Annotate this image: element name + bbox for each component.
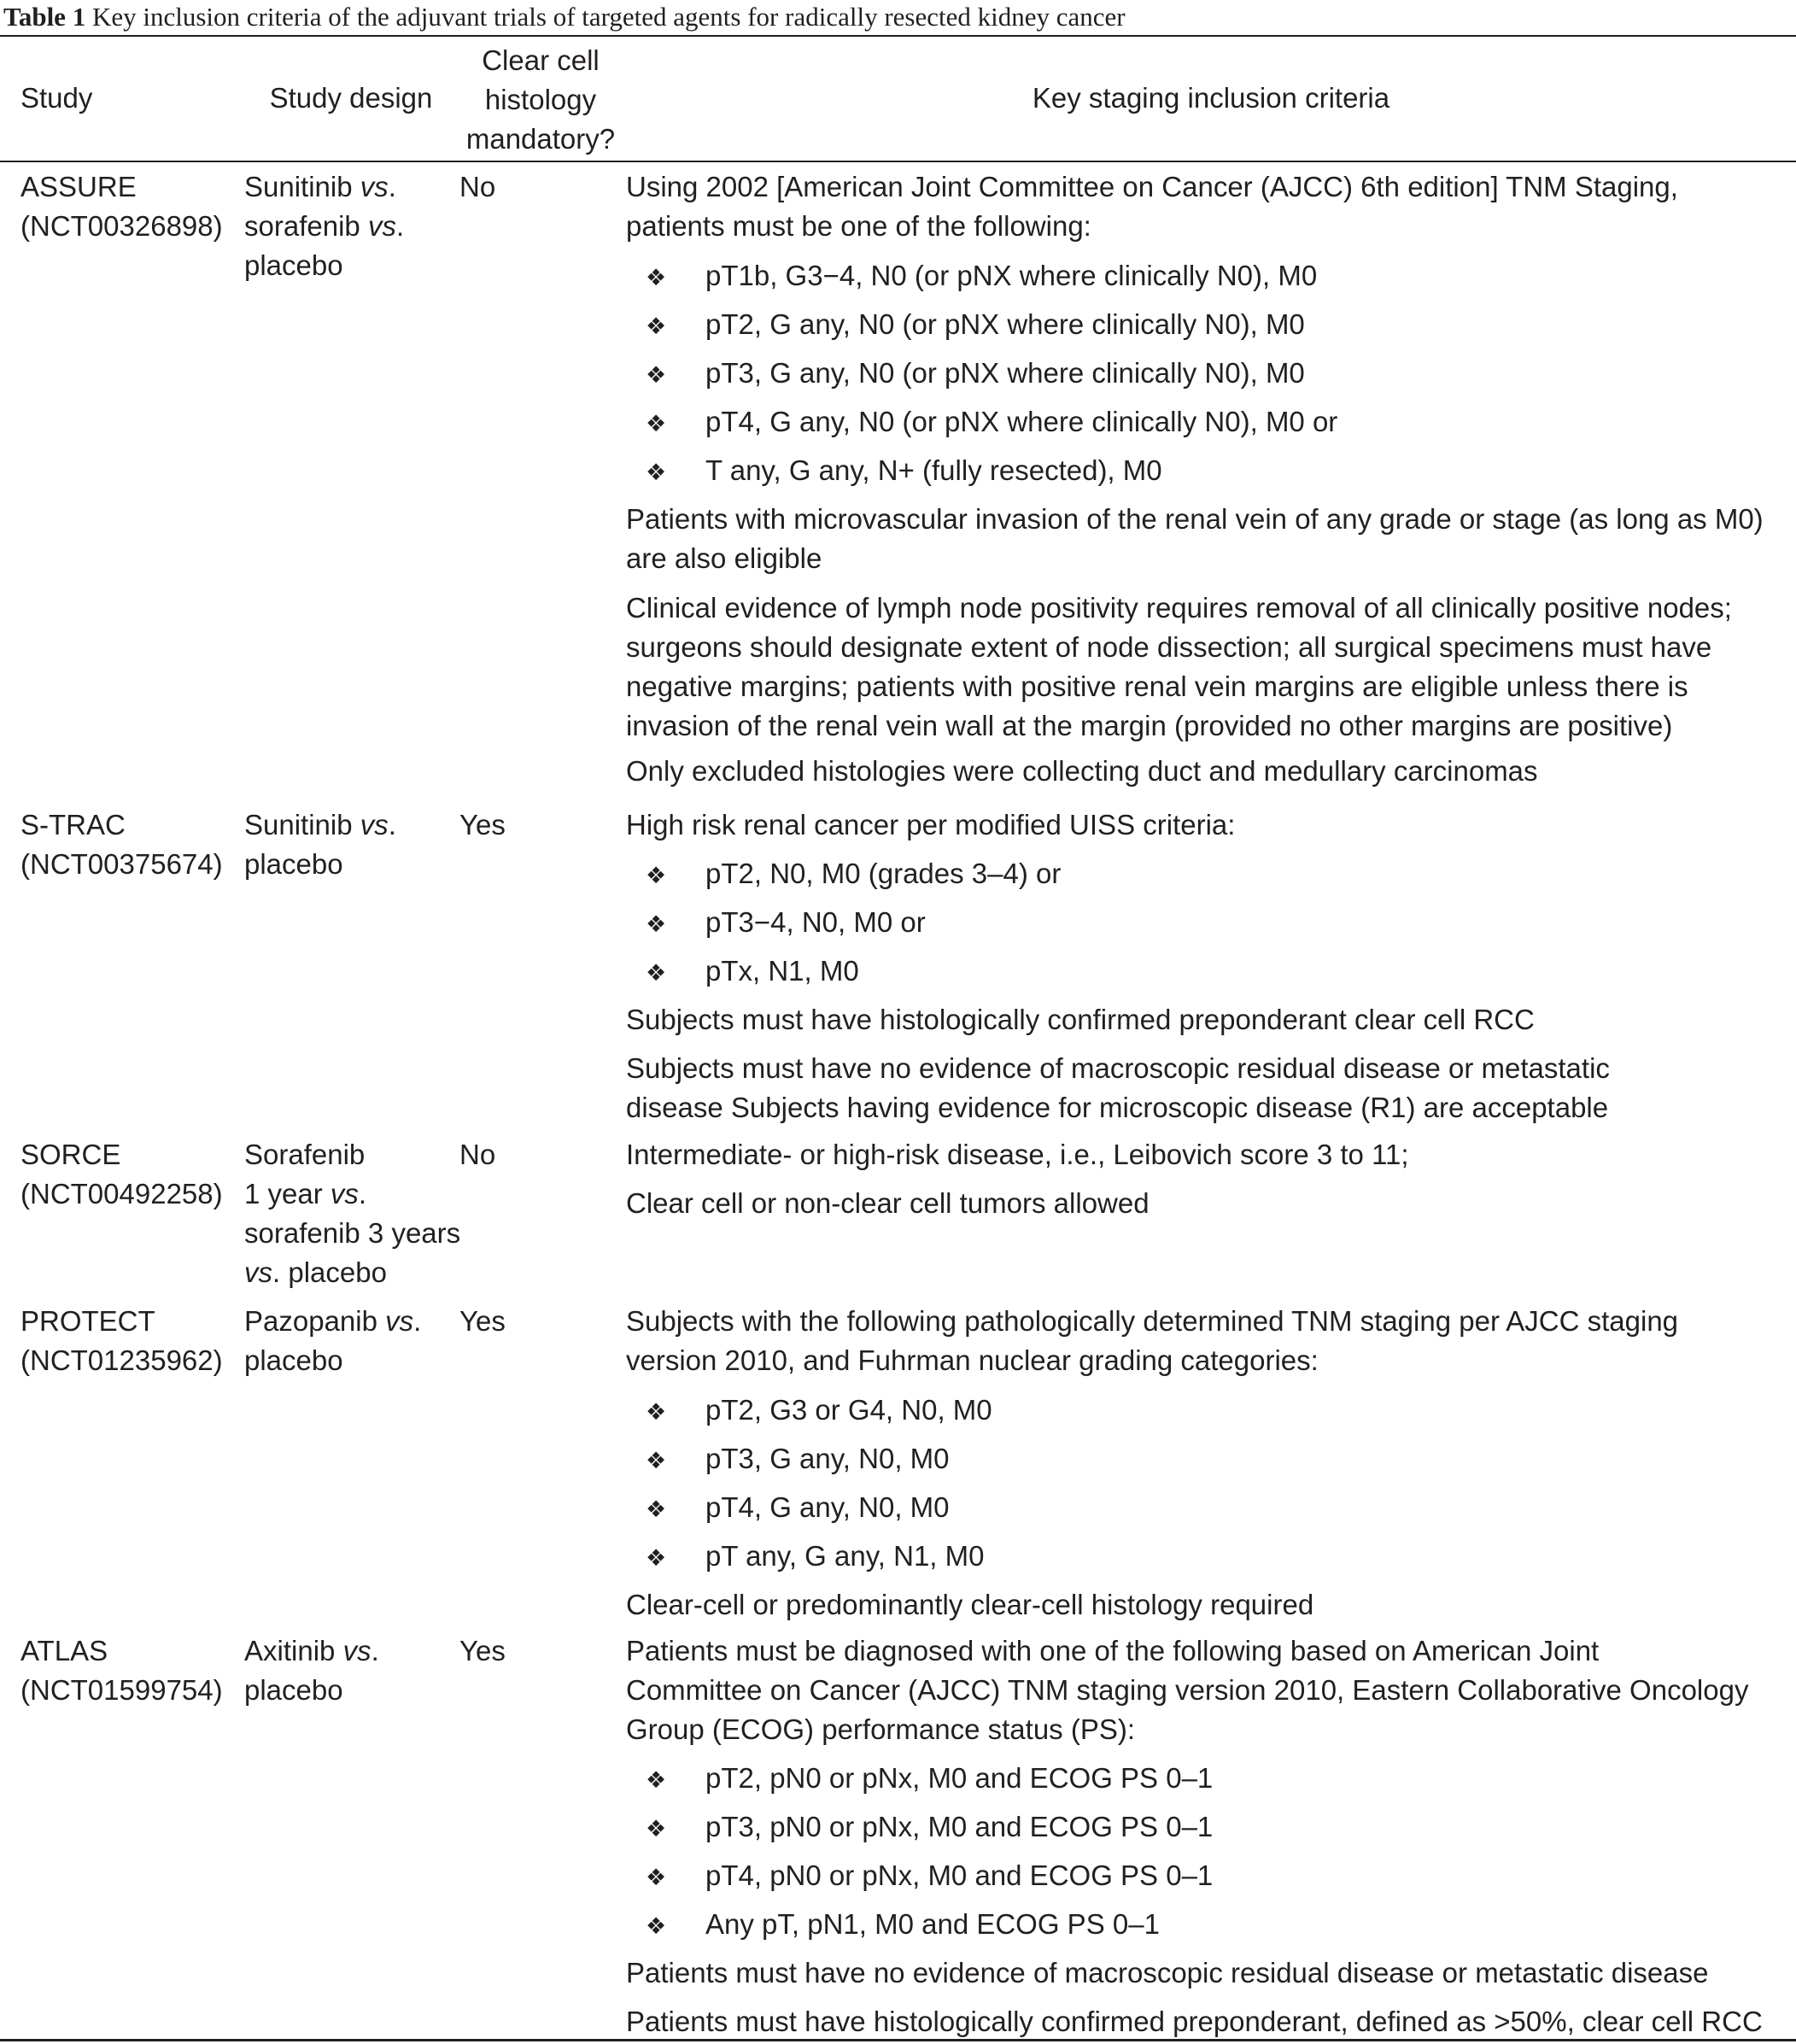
criteria-bullet-item <box>646 1856 1213 1898</box>
study-cell-line: ASSURE <box>20 171 137 202</box>
criteria-paragraph <box>626 1135 1409 1174</box>
criteria-paragraph <box>626 1184 1150 1223</box>
table-label: Table 1 <box>3 2 86 32</box>
criteria-line: Subjects with the following pathologically determined TNM staging per AJCC staging <box>626 1305 1679 1337</box>
bullet-diamond-icon: ❖ <box>646 1496 667 1523</box>
study-design-text: . <box>395 210 405 242</box>
bullet-diamond-icon: ❖ <box>646 1399 667 1426</box>
criteria-bullet-item <box>646 1759 1213 1801</box>
study-design-line <box>244 1174 458 1214</box>
versus-abbrev: vs <box>360 171 389 202</box>
criteria-bullet-text: pT4, G any, N0, M0 <box>705 1491 950 1523</box>
criteria-line: High risk renal cancer per modified UISS criteria: <box>626 809 1236 840</box>
criteria-bullet-item <box>646 451 1162 493</box>
clear-cell-mandatory-cell: No <box>459 171 496 202</box>
study-design-line <box>244 1631 458 1671</box>
criteria-line: Clear-cell or predominantly clear-cell histology required <box>626 1589 1314 1620</box>
versus-abbrev: vs <box>330 1178 359 1209</box>
criteria-line: Using 2002 [American Joint Committee on Cancer (AJCC) 6th edition] TNM Staging, <box>626 171 1678 202</box>
criteria-line: Patients with microvascular invasion of the renal vein of any grade or stage (as long as M0) <box>626 503 1764 535</box>
criteria-bullet-text: pT3, pN0 or pNx, M0 and ECOG PS 0–1 <box>705 1811 1214 1842</box>
criteria-bullet-item <box>646 256 1317 298</box>
criteria-bullet-text: T any, G any, N+ (fully resected), M0 <box>705 454 1162 486</box>
study-cell <box>20 1631 225 1710</box>
criteria-paragraph <box>626 1302 1678 1380</box>
versus-abbrev: vs <box>244 1256 272 1288</box>
criteria-bullet-item <box>646 354 1305 395</box>
criteria-bullet-item <box>646 1488 950 1530</box>
criteria-line: Committee on Cancer (AJCC) TNM staging version 2010, Eastern Collaborative Oncology <box>626 1674 1749 1706</box>
study-cell-line: S-TRAC <box>20 809 126 840</box>
criteria-bullet-text: pT4, G any, N0 (or pNX where clinically N0), M0 or <box>705 406 1338 437</box>
criteria-bullet-item <box>646 903 926 945</box>
study-design-text: placebo <box>244 848 343 880</box>
criteria-paragraph <box>626 1631 1748 1749</box>
criteria-line: invasion of the renal vein wall at the margin (provided no other margins are positive) <box>626 710 1673 741</box>
study-design-line <box>244 1341 458 1380</box>
study-cell-line: (NCT00375674) <box>20 848 223 880</box>
criteria-bullet-text: pT4, pN0 or pNx, M0 and ECOG PS 0–1 <box>705 1860 1214 1891</box>
criteria-bullet-text: pT2, pN0 or pNx, M0 and ECOG PS 0–1 <box>705 1762 1214 1794</box>
clear-cell-mandatory-cell: Yes <box>459 1305 506 1337</box>
criteria-bullet-text: pT any, G any, N1, M0 <box>705 1540 985 1572</box>
study-design-line <box>244 246 458 285</box>
criteria-paragraph <box>626 805 1235 845</box>
study-cell-line: ATLAS <box>20 1635 108 1666</box>
study-design-text: sorafenib 3 years <box>244 1217 461 1249</box>
criteria-paragraph <box>626 1000 1535 1040</box>
criteria-bullet-text: pT2, G any, N0 (or pNX where clinically N0), M0 <box>705 308 1305 340</box>
study-cell-line: (NCT01235962) <box>20 1344 223 1376</box>
criteria-line: disease Subjects having evidence for microscopic disease (R1) are acceptable <box>626 1092 1609 1123</box>
study-design-text: Pazopanib <box>244 1305 386 1337</box>
study-design-line <box>244 1135 458 1174</box>
header-clear-cell-line: histology <box>484 84 597 115</box>
criteria-line: patients must be one of the following: <box>626 210 1091 242</box>
criteria-bullet-item <box>646 854 1061 896</box>
table-top-rule <box>0 35 1796 37</box>
study-design-text: Sunitinib <box>244 171 360 202</box>
criteria-line: Subjects must have no evidence of macroscopic residual disease or metastatic <box>626 1052 1610 1084</box>
study-design-text: sorafenib <box>244 210 368 242</box>
criteria-bullet-text: pT2, N0, M0 (grades 3–4) or <box>705 858 1062 889</box>
criteria-line: Group (ECOG) performance status (PS): <box>626 1713 1136 1745</box>
criteria-bullet-text: pT2, G3 or G4, N0, M0 <box>705 1394 992 1426</box>
bullet-diamond-icon: ❖ <box>646 911 667 938</box>
bullet-diamond-icon: ❖ <box>646 460 667 486</box>
criteria-bullet-text: pT3, G any, N0 (or pNX where clinically N0), M0 <box>705 357 1305 389</box>
study-design-text: . <box>388 171 396 202</box>
versus-abbrev: vs <box>342 1635 371 1666</box>
study-cell <box>20 805 225 884</box>
study-design-cell <box>244 1135 461 1292</box>
study-cell-line: (NCT00326898) <box>20 210 223 242</box>
header-study: Study <box>20 82 93 114</box>
study-design-text: placebo <box>244 1674 343 1706</box>
header-clear-cell-line: mandatory? <box>465 123 616 155</box>
criteria-paragraph <box>626 752 1538 791</box>
study-cell <box>20 1302 225 1380</box>
study-design-text: . <box>371 1635 379 1666</box>
criteria-bullet-text: Any pT, pN1, M0 and ECOG PS 0–1 <box>705 1908 1160 1940</box>
criteria-line: Intermediate- or high-risk disease, i.e., Leibovich score 3 to 11; <box>626 1139 1409 1170</box>
study-design-text: Sunitinib <box>244 809 360 840</box>
bullet-diamond-icon: ❖ <box>646 960 667 987</box>
criteria-paragraph <box>626 167 1678 246</box>
bullet-diamond-icon: ❖ <box>646 1448 667 1474</box>
study-design-line <box>244 1214 461 1253</box>
criteria-paragraph <box>626 1953 1709 1993</box>
study-design-cell <box>244 805 458 884</box>
study-design-line <box>244 805 458 845</box>
study-design-text: . placebo <box>272 1256 387 1288</box>
criteria-line: Subjects must have histologically confirmed preponderant clear cell RCC <box>626 1004 1535 1035</box>
criteria-paragraph <box>626 1049 1610 1127</box>
criteria-line: Only excluded histologies were collecting duct and medullary carcinomas <box>626 755 1538 787</box>
study-design-line <box>244 1671 458 1710</box>
criteria-bullet-text: pT3−4, N0, M0 or <box>705 906 926 938</box>
study-design-line <box>244 167 458 207</box>
criteria-bullet-item <box>646 1807 1213 1849</box>
bullet-diamond-icon: ❖ <box>646 411 667 437</box>
versus-abbrev: vs <box>385 1305 414 1337</box>
study-cell-line: (NCT01599754) <box>20 1674 223 1706</box>
study-design-text: . <box>388 809 396 840</box>
table-header-rule <box>0 161 1796 162</box>
criteria-bullet-item <box>646 305 1305 347</box>
criteria-line: are also eligible <box>626 542 822 574</box>
criteria-line: Patients must have histologically confirmed preponderant, defined as >50%, clear cell RCC <box>626 2006 1763 2037</box>
study-cell-line: (NCT00492258) <box>20 1178 223 1209</box>
study-design-cell <box>244 167 458 285</box>
criteria-line: Patients must have no evidence of macroscopic residual disease or metastatic disease <box>626 1957 1709 1988</box>
bullet-diamond-icon: ❖ <box>646 1865 667 1891</box>
header-criteria: Key staging inclusion criteria <box>1032 82 1390 114</box>
study-design-text: Sorafenib <box>244 1139 366 1170</box>
criteria-bullet-text: pT1b, G3−4, N0 (or pNX where clinically N0), M0 <box>705 260 1318 291</box>
clear-cell-mandatory-cell: No <box>459 1139 496 1170</box>
criteria-paragraph <box>626 589 1732 746</box>
criteria-line: negative margins; patients with positive renal vein margins are eligible unless there is <box>626 671 1688 702</box>
criteria-paragraph <box>626 2002 1763 2041</box>
study-design-text: . <box>413 1305 422 1337</box>
header-clear-cell <box>459 41 622 159</box>
bullet-diamond-icon: ❖ <box>646 863 667 889</box>
study-design-text: Axitinib <box>244 1635 343 1666</box>
criteria-bullet-item <box>646 952 859 993</box>
criteria-bullet-item <box>646 402 1337 444</box>
study-cell-line: PROTECT <box>20 1305 155 1337</box>
header-clear-cell-line: Clear cell <box>482 44 600 76</box>
clear-cell-mandatory-cell: Yes <box>459 809 506 840</box>
header-study-design: Study design <box>269 82 433 114</box>
clear-cell-mandatory-cell: Yes <box>459 1635 506 1666</box>
criteria-line: Clinical evidence of lymph node positivity requires removal of all clinically positive nodes; <box>626 592 1732 624</box>
bullet-diamond-icon: ❖ <box>646 1913 667 1940</box>
study-design-line <box>244 1253 458 1292</box>
study-design-text: placebo <box>244 249 343 281</box>
study-design-text: placebo <box>244 1344 343 1376</box>
criteria-bullet-item <box>646 1391 992 1432</box>
versus-abbrev: vs <box>360 809 389 840</box>
criteria-paragraph <box>626 1585 1313 1625</box>
criteria-line: Clear cell or non-clear cell tumors allowed <box>626 1187 1150 1219</box>
criteria-bullet-item <box>646 1537 984 1578</box>
table-bottom-rule <box>0 2039 1796 2041</box>
bullet-diamond-icon: ❖ <box>646 1545 667 1572</box>
criteria-line: Patients must be diagnosed with one of the following based on American Joint <box>626 1635 1600 1666</box>
study-design-text: 1 year <box>244 1178 331 1209</box>
bullet-diamond-icon: ❖ <box>646 362 667 389</box>
study-design-text: . <box>358 1178 367 1209</box>
criteria-bullet-item <box>646 1439 950 1481</box>
criteria-bullet-item <box>646 1905 1160 1947</box>
study-cell <box>20 1135 225 1214</box>
table-caption <box>3 0 1793 34</box>
study-design-line <box>244 845 458 884</box>
study-cell-line: SORCE <box>20 1139 121 1170</box>
bullet-diamond-icon: ❖ <box>646 313 667 340</box>
study-design-cell <box>244 1302 458 1380</box>
study-cell <box>20 167 225 246</box>
study-design-line <box>244 207 458 246</box>
criteria-line: version 2010, and Fuhrman nuclear grading categories: <box>626 1344 1319 1376</box>
criteria-bullet-text: pTx, N1, M0 <box>705 955 859 987</box>
criteria-bullet-text: pT3, G any, N0, M0 <box>705 1443 950 1474</box>
criteria-line: surgeons should designate extent of node dissection; all surgical specimens must have <box>626 631 1712 663</box>
bullet-diamond-icon: ❖ <box>646 1816 667 1842</box>
study-design-cell <box>244 1631 458 1710</box>
study-design-line <box>244 1302 458 1341</box>
bullet-diamond-icon: ❖ <box>646 1767 667 1794</box>
table-title: Key inclusion criteria of the adjuvant trials of targeted agents for radically resected kidney cancer <box>91 2 1126 32</box>
versus-abbrev: vs <box>367 210 396 242</box>
criteria-paragraph <box>626 500 1764 578</box>
bullet-diamond-icon: ❖ <box>646 265 667 291</box>
